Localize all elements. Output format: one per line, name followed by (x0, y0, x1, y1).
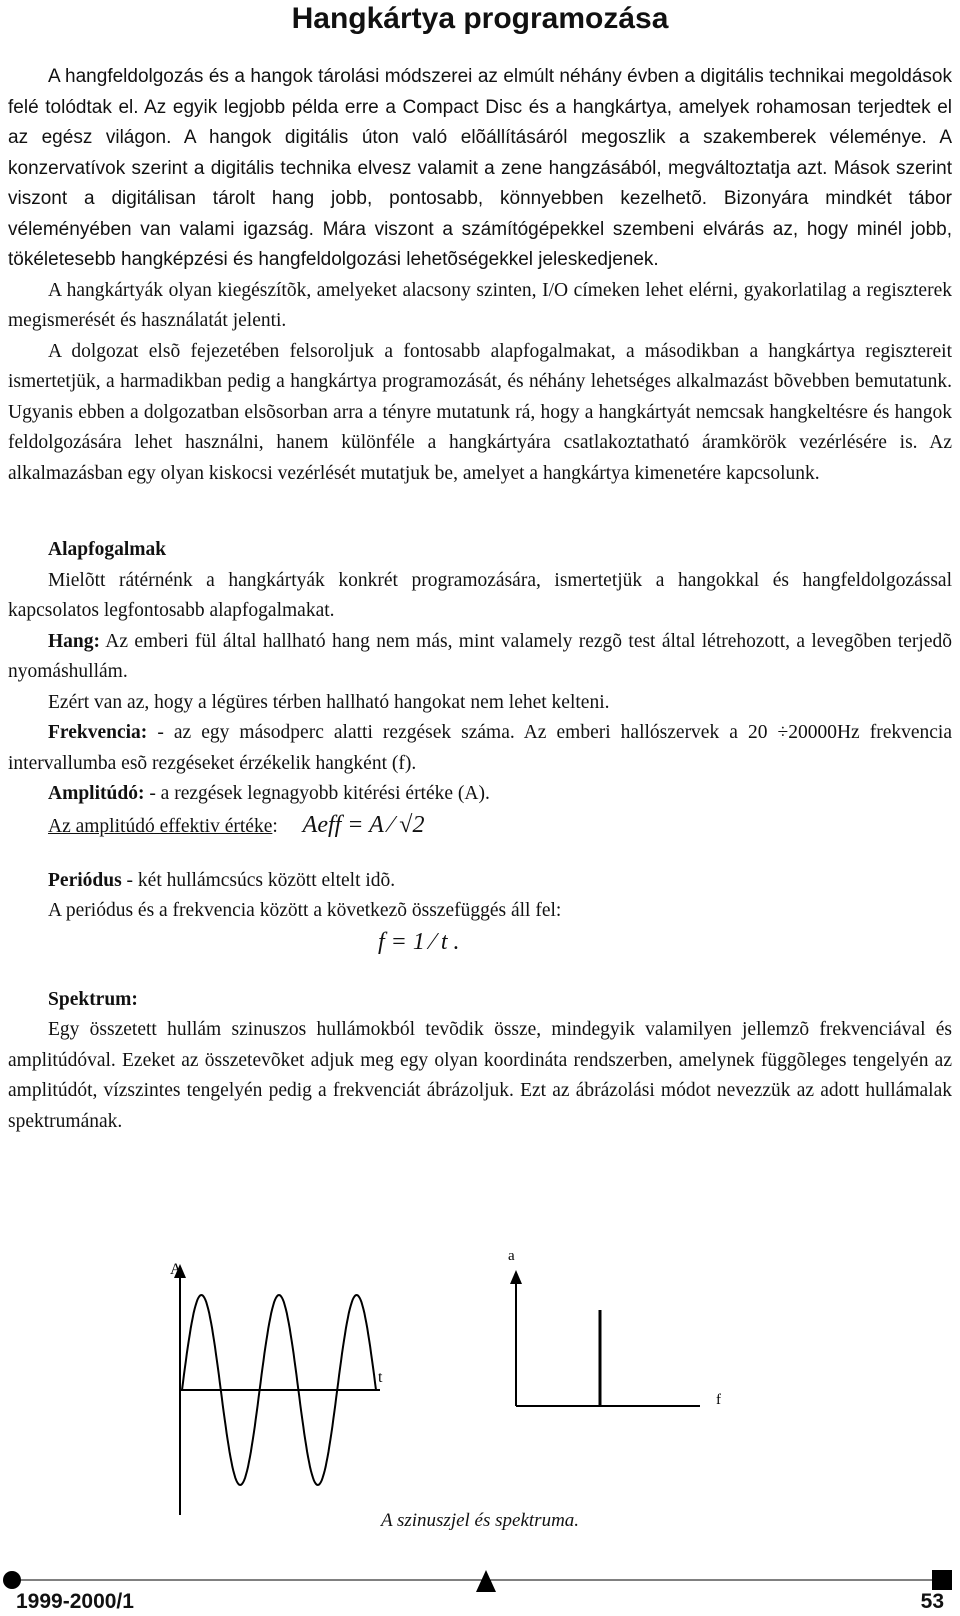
figure (0, 1250, 960, 1550)
page-title: Hangkártya programozása (291, 2, 669, 35)
period-formula-line (8, 927, 952, 985)
definition-periodus (8, 866, 952, 897)
effective-amplitude-line (8, 810, 952, 866)
left-x-label: t (378, 1369, 383, 1386)
intro-paragraph-1: A hangfeldolgozás és a hangok tárolási módszerei az elmúlt néhány évben a digitális technikai megoldások felé tolódtak el. Az egyik legjobb példa erre a Compact Disc és a hangkártya, amelyek rohamosan terjedtek el az egész világon. A hangok digitális úton való elõállításáról megoszlik a szakemberek véleménye. A konzervatívok szerint a digitális technika elvesz valamit a zene hangzásából, megváltoztatja azt. Mások szerint viszont a digitálisan tárolt hang jobb, pontosabb, könnyebben kezelhetõ. Bizonyára mindkét tábor véleményében van valami igazság. Mára viszont a számítógépekkel szembeni elvárás az, hogy minél jobb, tökéletesebb hangképzési és hangfeldolgozási lehetõségekkel jeleskedjenek. (8, 66, 952, 270)
term-spektrum: Spektrum: (48, 988, 138, 1010)
effective-amplitude-formula: Aeff = A ⁄ √2 (302, 811, 425, 838)
effective-amplitude-colon: : (272, 815, 278, 837)
definition-amplitudo (8, 779, 952, 810)
period-relation-text: A periódus és a frekvencia között a következõ összefüggés áll fel: (48, 900, 562, 921)
intro-paragraph-3: A dolgozat elsõ fejezetében felsoroljuk a fontosabb alapfogalmakat, a másodikban a hangkártya regisztereit ismertetjük, a harmadikban pedig a hangkártya programozását, és néhány lehetséges alkalmazást bõvebben bemutatunk. Ugyanis ebben a dolgozatban elsõsorban arra a tényre mutatunk rá, hogy a hangkártyát nemcsak hangkeltésre és hangok feldolgozására lehet használni, hanem különféle a hangkártyára csatlakoztatható áramkörök vezérlésére is. Az alkalmazásban egy olyan kiskocsi vezérlését mutatjuk be, amelyet a hangkártya kimenetére kapcsolunk. (8, 340, 952, 484)
sine-plot (170, 1261, 383, 1515)
definition-hang-text: Az emberi fül által hallható hang nem más, mint valamely rezgõ test által létrehozott, a levegõben terjedõ nyomáshullám. (8, 630, 952, 682)
left-y-label: A (170, 1261, 182, 1278)
definition-frekvencia-text: - az egy másodperc alatti rezgések száma. Az emberi hallószervek a 20 ÷20000Hz frekvencia intervallumba esõ rezgéseket érzékelik hangként (f). (8, 722, 952, 774)
spectrum-text: Egy összetett hullám szinuszos hullámokból tevõdik össze, mindegyik valamilyen jellemzõ frekvenciával és amplitúdóval. Ezeket az összetevõket adjuk meg egy olyan koordináta rendszerben, amelynek függõleges tengelyén az amplitúdót, vízszintes tengelyén pedig a frekvenciát ábrázoljuk. Ezt az ábrázolási módot nevezzük az adott hullámalak spektrumának. (8, 1019, 952, 1132)
footer-triangle-icon (476, 1570, 496, 1592)
term-periodus: Periódus (48, 869, 122, 891)
right-x-label: f (716, 1392, 721, 1408)
definition-frekvencia (8, 718, 952, 779)
page-footer (0, 1590, 960, 1616)
issue-number: 1999-2000/1 (16, 1590, 134, 1613)
definition-periodus-text: - két hullámcsúcs között eltelt idõ. (121, 869, 396, 891)
term-amplitudo: Amplitúdó: (48, 783, 145, 804)
definition-amplitudo-text: - a rezgések legnagyobb kitérési értéke (A). (144, 783, 490, 804)
right-y-arrow-icon (510, 1270, 522, 1284)
vacuum-note: Ezért van az, hogy a légüres térben hallható hangokat nem lehet kelteni. (48, 691, 610, 713)
term-frekvencia: Frekvencia: (48, 722, 148, 743)
section-heading: Alapfogalmak (48, 539, 167, 560)
effective-amplitude-label: Az amplitúdó effektiv értéke (48, 815, 273, 837)
footer-square-icon (932, 1570, 952, 1590)
right-y-label: a (508, 1250, 515, 1264)
section-lead: Mielõtt rátérnénk a hangkártyák konkrét programozására, ismertetjük a hangokkal és hangfeldolgozással kapcsolatos legfontosabb alapfogalmakat. (8, 569, 952, 621)
page-number: 53 (920, 1590, 944, 1613)
definition-hang (8, 627, 952, 688)
figure-caption: A szinuszjel és spektruma. (380, 1510, 580, 1531)
term-hang: Hang: (48, 630, 101, 652)
intro-paragraph-2: A hangkártyák olyan kiegészítõk, amelyeket alacsony szinten, I/O címeken lehet elérni, gyakorlatilag a regiszterek megismerését és használatát jelenti. (8, 279, 952, 331)
article-body (8, 62, 952, 1137)
period-formula: f = 1 ⁄ t . (378, 928, 460, 955)
figure-svg (0, 1250, 960, 1550)
spectrum-plot (508, 1250, 721, 1408)
